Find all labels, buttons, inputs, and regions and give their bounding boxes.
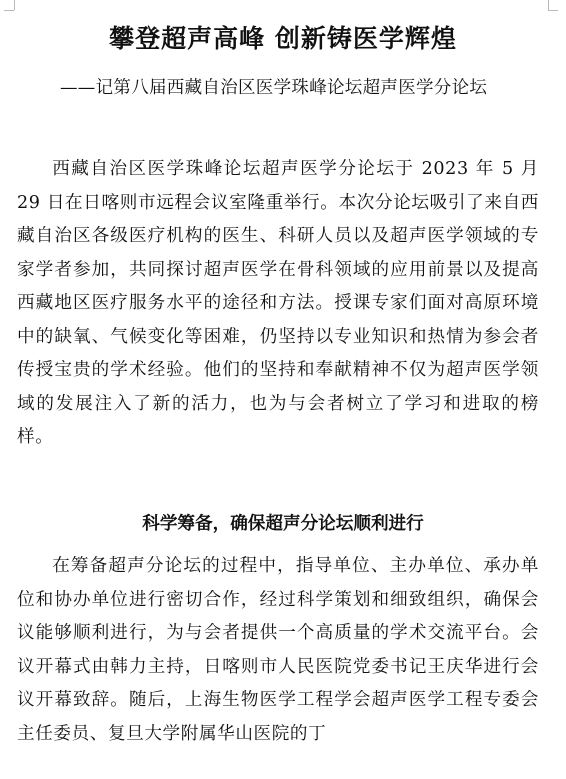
crop-mark-left: [14, 0, 15, 10]
crop-mark-right-horizontal: [548, 10, 558, 11]
document-title: 攀登超声高峰 创新铸医学辉煌: [109, 24, 457, 53]
section-heading: 科学筹备，确保超声分论坛顺利进行: [142, 514, 424, 534]
crop-mark-right: [548, 0, 549, 10]
crop-mark-left-horizontal: [4, 10, 14, 11]
section-paragraph: 在筹备超声分论坛的过程中，指导单位、主办单位、承办单位和协办单位进行密切合作，经过科学策划和细致组织，确保会议能够顺利进行，为与会者提供一个高质量的学术交流平台。会议开幕式由韩力主持，日喀则市人民医院党委书记王庆华进行会议开幕致辞。随后，上海生物医学工程学会超声医学工程专委会主任委员、复旦大学附属华山医院的丁: [17, 556, 539, 744]
document-subtitle: ——记第八届西藏自治区医学珠峰论坛超声医学分论坛: [60, 78, 488, 98]
intro-paragraph: 西藏自治区医学珠峰论坛超声医学分论坛于 2023 年 5 月 29 日在日喀则市远程会议室隆重举行。本次分论坛吸引了来自西藏自治区各级医疗机构的医生、科研人员以及超声医学领域的专家学者参加，共同探讨超声医学在骨科领域的应用前景以及提高西藏地区医疗服务水平的途径和方法。授课专家们面对高原环境中的缺氧、气候变化等困难，仍坚持以专业知识和热情为参会者传授宝贵的学术经验。他们的坚持和奉献精神不仅为超声医学领域的发展注入了新的活力，也为与会者树立了学习和进取的榜样。: [17, 159, 539, 447]
